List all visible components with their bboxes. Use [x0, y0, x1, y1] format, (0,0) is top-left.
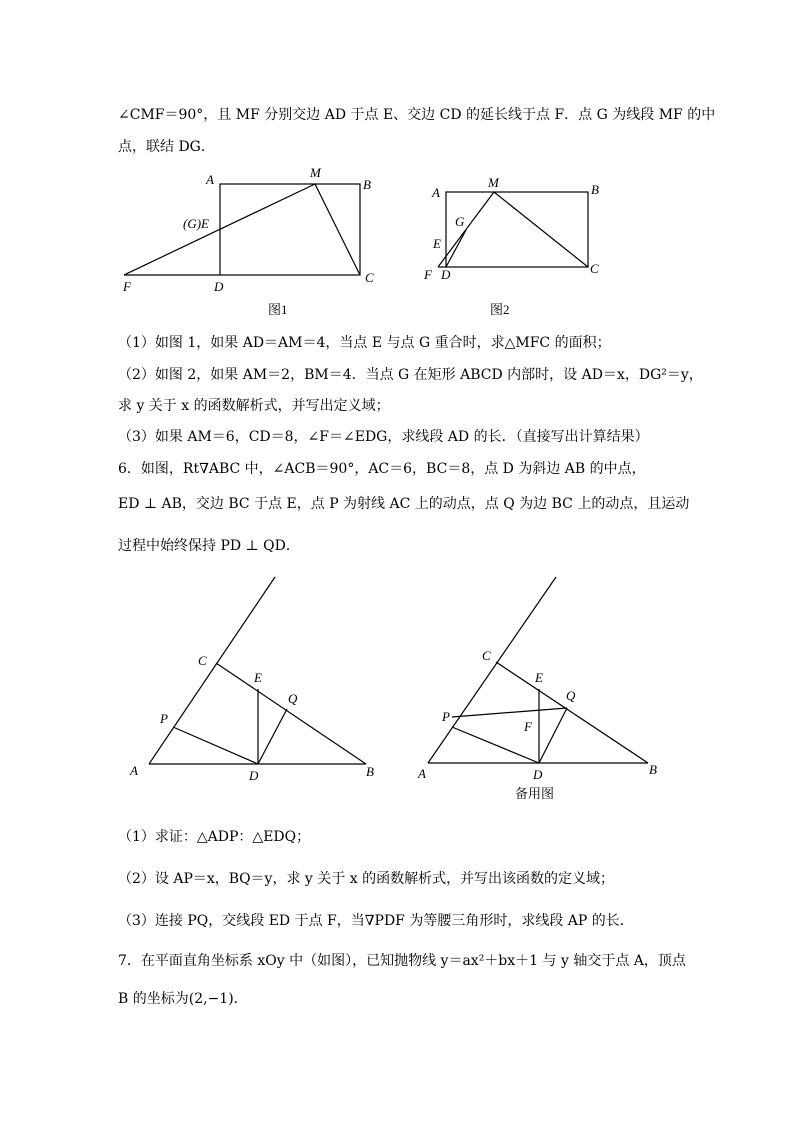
fig2-label-e: E [433, 236, 441, 251]
q5-part2b: 求 y 关于 x 的函数解析式，并写出定义域； [118, 398, 390, 414]
fig1-label-d: D [214, 279, 224, 294]
fig3-label-p: P [160, 711, 168, 726]
fig4-label-b: B [649, 762, 657, 777]
figure-1 [110, 160, 390, 325]
fig1-segment-mc [315, 184, 360, 275]
fig1-caption: 图1 [268, 302, 288, 317]
q6-line2: ED ⊥ AB，交边 BC 于点 E，点 P 为射线 AC 上的动点，点 Q 为边 BC 上的动点，且运动 [118, 496, 690, 512]
fig1-label-f: F [123, 279, 131, 294]
fig3-label-b: B [366, 764, 374, 779]
q5-intro-line2: 点，联结 DG． [118, 139, 215, 155]
fig4-label-a: A [418, 766, 426, 781]
fig1-label-ge: (G)E [183, 216, 209, 231]
figure-4 [400, 570, 670, 802]
q7-line1: 7．在平面直角坐标系 xOy 中（如图），已知抛物线 y＝ax²＋bx＋1 与 y 轴交于点 A，顶点 [118, 953, 686, 969]
fig4-label-c: C [482, 648, 491, 663]
fig2-label-a: A [432, 185, 440, 200]
fig4-segment-qd [539, 708, 567, 763]
figure-2 [420, 170, 620, 325]
fig4-label-p: P [442, 709, 450, 724]
fig3-label-d: D [249, 768, 259, 783]
fig2-label-f: F [424, 267, 432, 282]
fig1-label-m: M [310, 165, 321, 180]
fig4-segment-pq [452, 708, 567, 717]
q5-part2a: （2）如图 2，如果 AM＝2，BM＝4．当点 G 在矩形 ABCD 内部时，设 AD＝x，DG²＝y， [118, 367, 703, 383]
figure-3 [120, 570, 385, 790]
fig3-label-a: A [130, 763, 138, 778]
fig2-segment-mc [494, 192, 588, 267]
fig4-label-d: D [533, 767, 543, 782]
fig4-label-e: E [535, 670, 543, 685]
fig3-segment-qd [258, 709, 287, 764]
fig2-label-g: G [455, 214, 465, 229]
fig4-label-q: Q [566, 688, 576, 703]
fig2-label-m: M [488, 175, 499, 190]
q6-part2: （2）设 AP＝x，BQ＝y，求 y 关于 x 的函数解析式，并写出该函数的定义域； [118, 871, 615, 887]
q7-line2: B 的坐标为(2,−1)． [118, 991, 248, 1007]
fig2-rectangle [446, 192, 588, 267]
fig1-rectangle [220, 184, 360, 275]
q6-part3: （3）连接 PQ，交线段 ED 于点 F，当∇PDF 为等腰三角形时，求线段 AP 的长． [118, 913, 634, 929]
fig4-label-f: F [524, 719, 532, 734]
fig2-label-d: D [441, 267, 451, 282]
q6-part1: （1）求证：△ADP：△EDQ； [118, 829, 311, 845]
q6-line1: 6．如图，Rt∇ABC 中，∠ACB＝90°，AC＝6，BC＝8，点 D 为斜边 AB 的中点， [118, 461, 646, 477]
fig1-label-a: A [206, 172, 214, 187]
fig2-label-c: C [590, 261, 599, 276]
fig3-segment-pd [173, 727, 258, 764]
fig1-label-b: B [363, 177, 371, 192]
fig4-segment-cb [496, 662, 648, 763]
fig2-caption: 图2 [490, 302, 510, 317]
fig3-label-q: Q [288, 691, 298, 706]
fig2-segment-dg [446, 230, 466, 267]
q5-part1: （1）如图 1，如果 AD＝AM＝4，当点 E 与点 G 重合时，求△MFC 的面积； [118, 335, 611, 351]
fig1-label-c: C [365, 270, 374, 285]
fig4-caption: 备用图 [515, 786, 555, 801]
q5-intro-line1: ∠CMF＝90°，且 MF 分别交边 AD 于点 E、交边 CD 的延长线于点 F．点 G 为线段 MF 的中 [118, 107, 716, 123]
fig2-label-b: B [591, 182, 599, 197]
fig3-segment-cb [216, 663, 366, 764]
fig3-label-e: E [254, 670, 262, 685]
fig3-label-c: C [198, 653, 207, 668]
q5-part3: （3）如果 AM＝6，CD＝8，∠F＝∠EDG，求线段 AD 的长．（直接写出计算结果） [118, 429, 649, 445]
q6-line3: 过程中始终保持 PD ⊥ QD． [118, 538, 300, 554]
